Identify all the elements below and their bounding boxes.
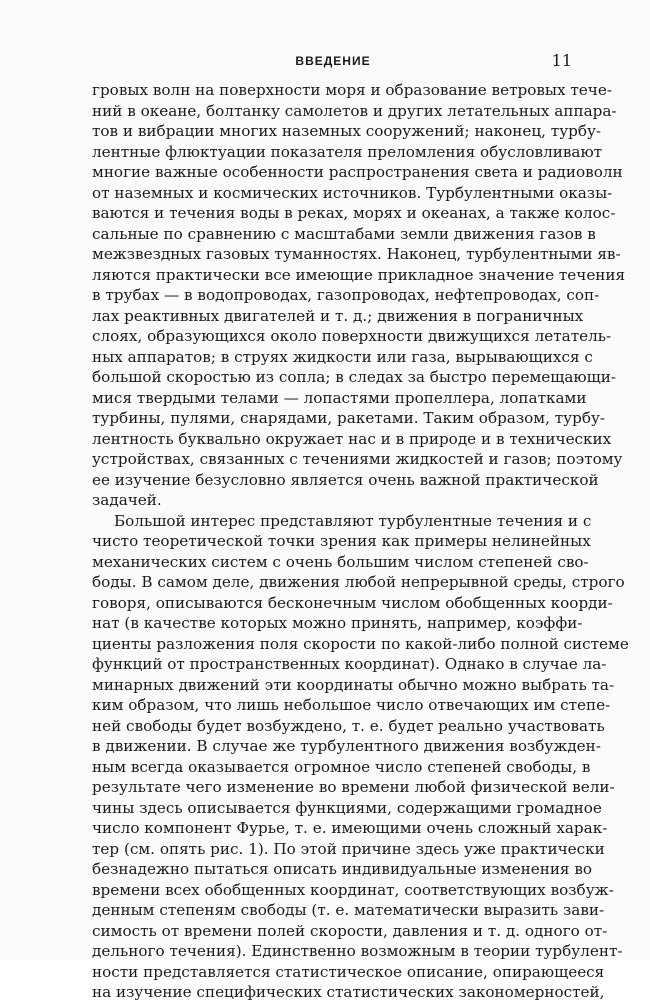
paragraph-start-line: Большой интерес представляют турбулентные течения и с: [114, 511, 592, 530]
text-line: чины здесь описывается функциями, содержащими громадное: [92, 798, 602, 817]
text-line: ее изучение безусловно является очень важной практической: [92, 470, 599, 489]
text-line: лентность буквально окружает нас и в природе и в технических: [92, 429, 612, 448]
text-line: говоря, описываются бесконечным числом обобщенных коорди-: [92, 593, 613, 612]
text-line: ляются практически все имеющие прикладное значение течения: [92, 265, 626, 284]
text-line: боды. В самом деле, движения любой непрерывной среды, строго: [92, 573, 625, 591]
text-line: денным степеням свободы (т. е. математически выразить зави-: [92, 901, 605, 919]
text-line: нат (в качестве которых можно принять, например, коэффи-: [92, 614, 583, 632]
text-line: лах реактивных двигателей и т. д.; движения в пограничных: [92, 306, 584, 325]
text-line: мися твердыми телами — лопастями пропеллера, лопатками: [92, 388, 587, 407]
text-line: ности представляется статистическое описание, опирающееся: [92, 962, 605, 981]
text-line: ных аппаратов; в струях жидкости или газа, вырывающихся с: [92, 347, 593, 366]
text-line: симость от времени полей скорости, давления и т. д. одного от-: [92, 921, 608, 940]
text-line: в движении. В случае же турбулентного движения возбужден-: [92, 737, 601, 755]
text-line: в трубах — в водопроводах, газопроводах, нефтепроводах, соп-: [92, 286, 600, 304]
page-number: 11: [551, 51, 572, 70]
text-line: на изучение специфических статистических закономерностей,: [92, 983, 605, 1001]
text-line: задачей.: [92, 491, 162, 509]
text-line: ваются и течения воды в реках, морях и океанах, а также колос-: [92, 204, 616, 222]
text-line: минарных движений эти координаты обычно можно выбрать та-: [92, 675, 615, 694]
text-line: сальные по сравнению с масштабами земли движения газов в: [92, 224, 596, 243]
text-line: устройствах, связанных с течениями жидкостей и газов; поэтому: [92, 450, 623, 468]
text-line: безнадежно пытаться описать индивидуальные изменения во: [92, 860, 593, 878]
text-line: механических систем с очень большим числом степеней сво-: [92, 552, 589, 571]
chapter-title: ВВЕДЕНИЕ: [295, 54, 371, 68]
text-line: лентные флюктуации показателя преломления обусловливают: [92, 142, 603, 161]
text-line: циенты разложения поля скорости по какой-либо полной системе: [92, 634, 629, 653]
text-line: дельного течения). Единственно возможным в теории турбулент-: [92, 942, 623, 960]
text-line: межзвездных газовых туманностях. Наконец, турбулентными яв-: [92, 245, 621, 263]
text-line: ким образом, что лишь небольшое число отвечающих им степе-: [92, 696, 611, 714]
text-line: большой скоростью из сопла; в следах за быстро перемещающи-: [92, 368, 617, 386]
text-line: многие важные особенности распространения света и радиоволн: [92, 163, 623, 181]
text-line: результате чего изменение во времени любой физической вели-: [92, 778, 615, 796]
text-line: ней свободы будет возбуждено, т. е. будет реально участвовать: [92, 716, 605, 735]
text-line: тер (см. опять рис. 1). По этой причине здесь уже практически: [92, 839, 605, 858]
text-line: тов и вибрации многих наземных сооружений; наконец, турбу-: [92, 122, 602, 140]
text-line: слоях, образующихся около поверхности движущихся летатель-: [92, 327, 612, 345]
text-line: ным всегда оказывается огромное число степеней свободы, в: [92, 757, 591, 776]
body-text: [92, 80, 629, 1003]
text-line: от наземных и космических источников. Турбулентными оказы-: [92, 183, 613, 202]
text-line: турбины, пулями, снарядами, ракетами. Таким образом, турбу-: [92, 409, 606, 427]
text-line: времени всех обобщенных координат, соответствующих возбуж-: [92, 880, 614, 899]
text-line: гровых волн на поверхности моря и образование ветровых тече-: [92, 81, 612, 99]
text-line: число компонент Фурье, т. е. имеющими очень сложный харак-: [92, 819, 608, 837]
running-head: [98, 51, 572, 72]
text-line: чисто теоретической точки зрения как примеры нелинейных: [92, 532, 591, 550]
text-line: ний в океане, болтанку самолетов и других летательных аппара-: [92, 101, 617, 120]
text-line: функций от пространственных координат). Однако в случае ла-: [92, 655, 607, 673]
